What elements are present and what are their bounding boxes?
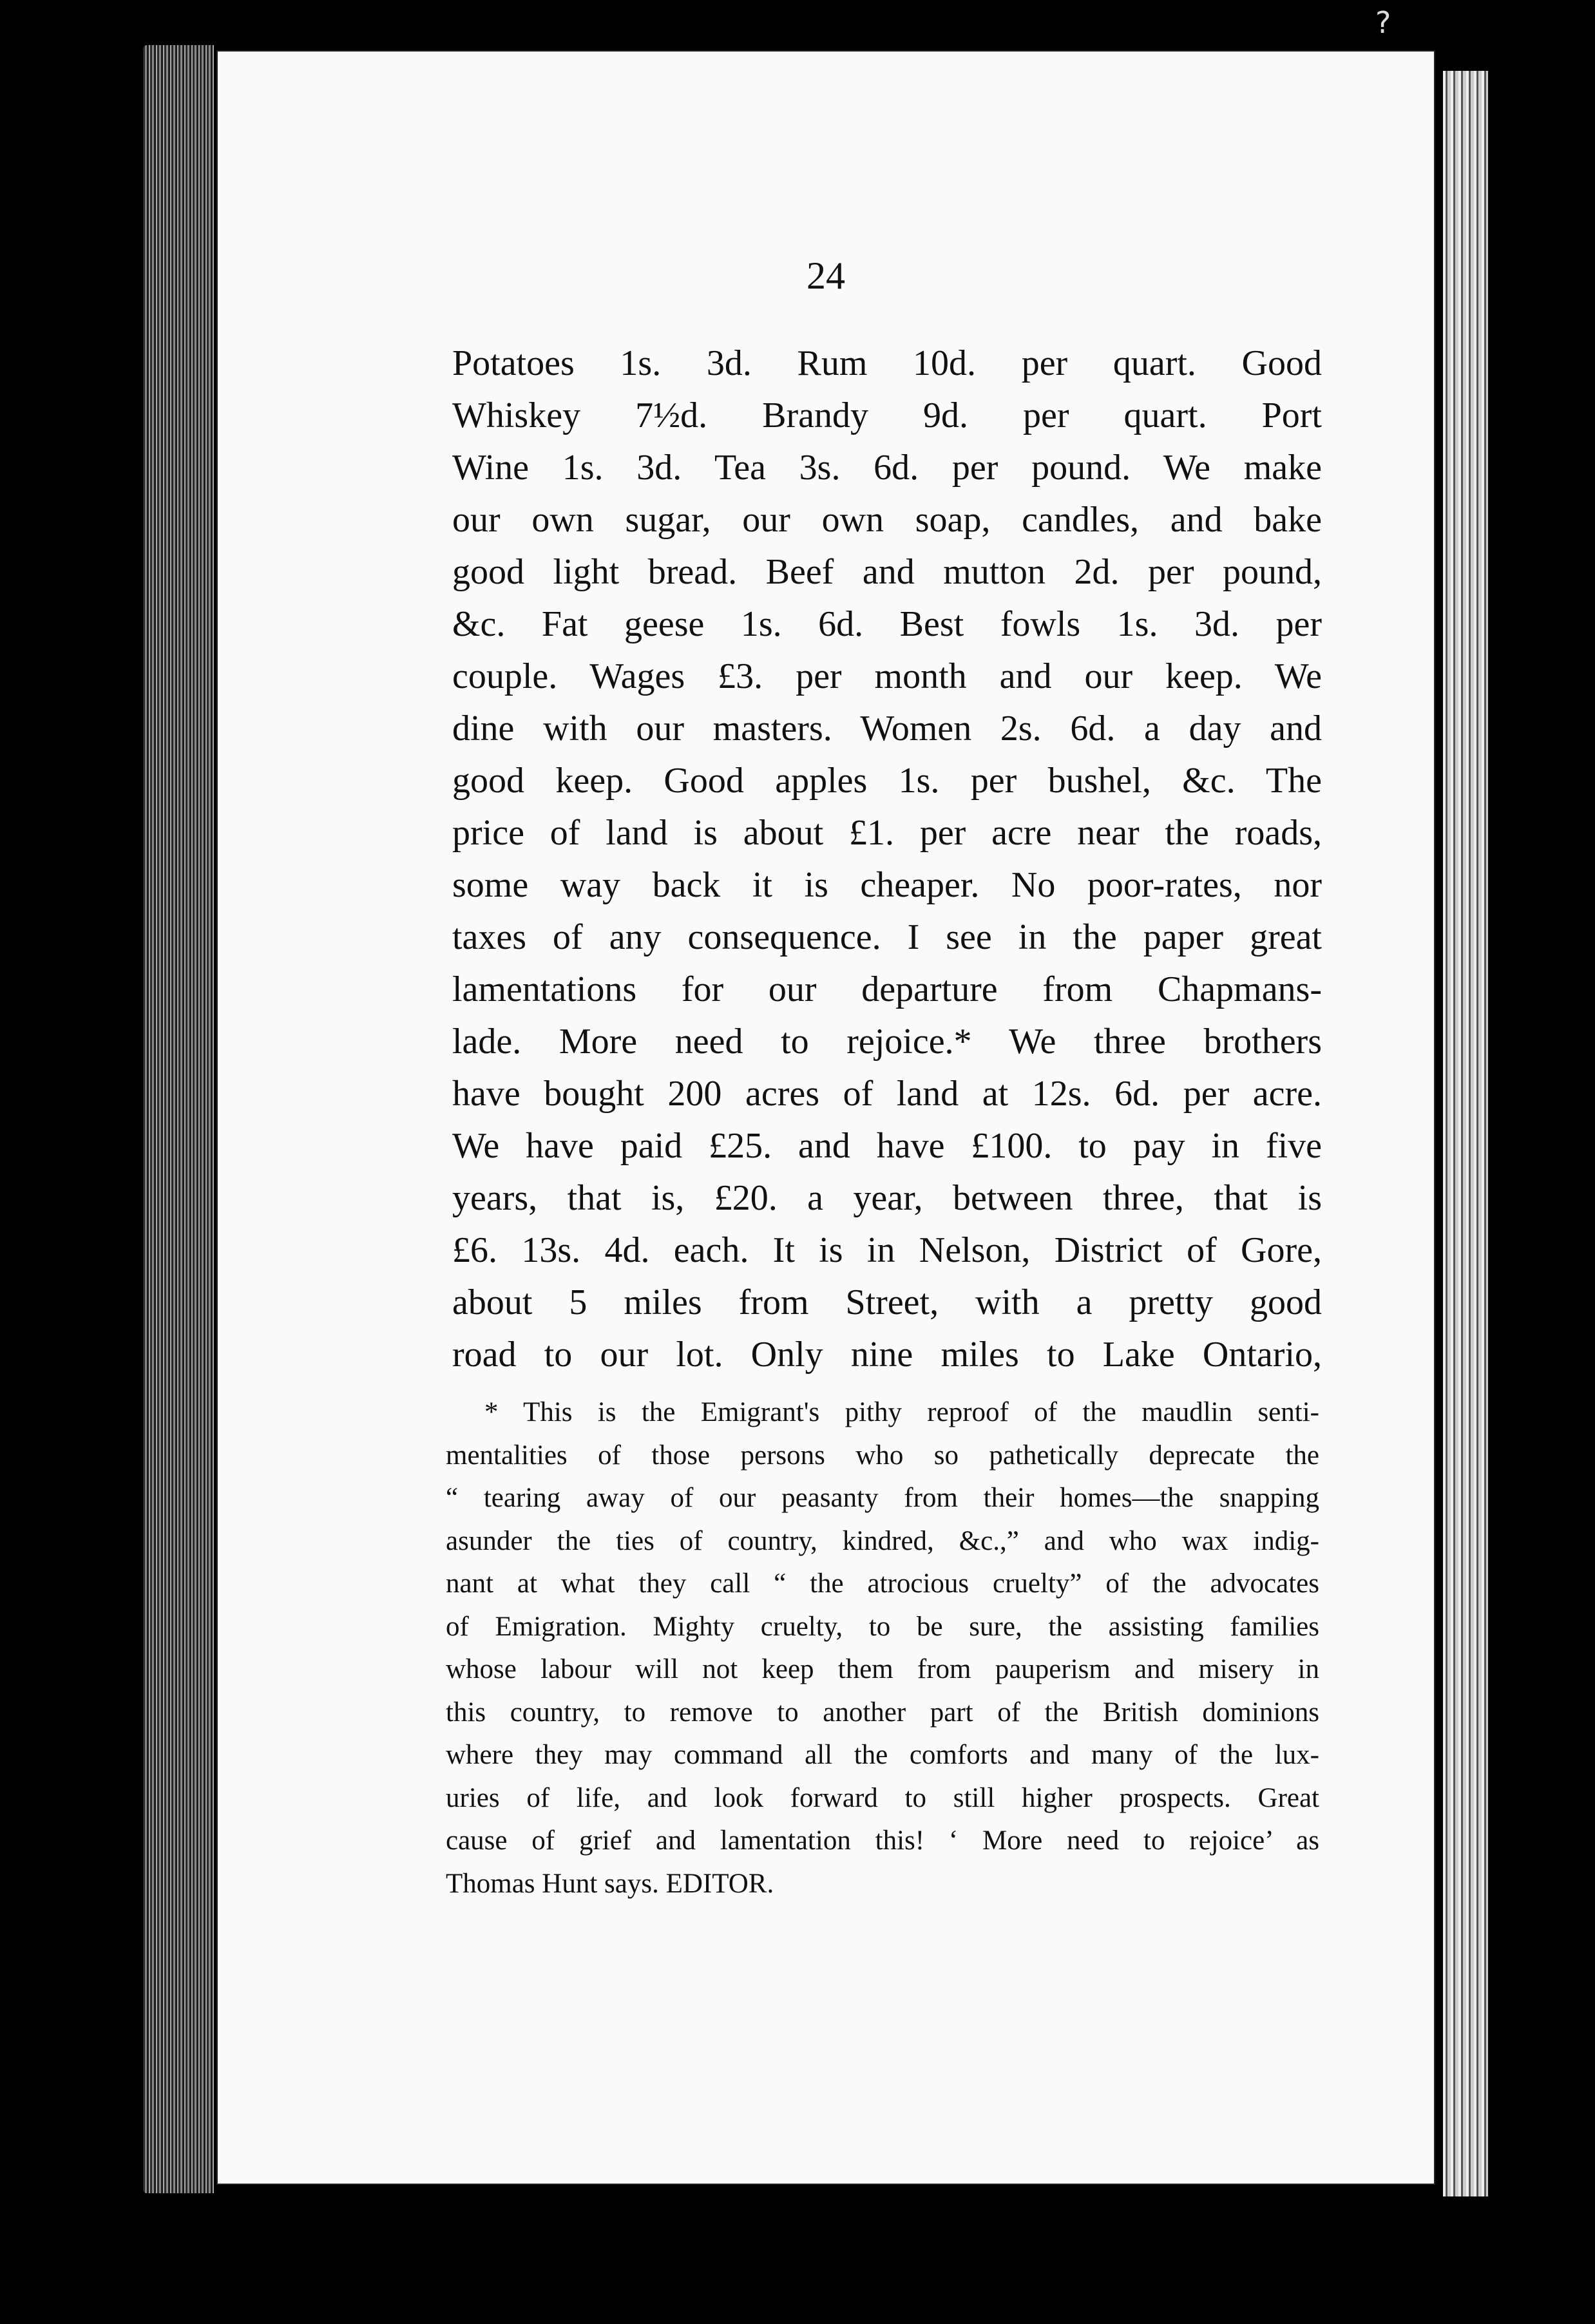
body-line: have bought 200 acres of land at 12s. 6d. per acre.	[452, 1074, 1322, 1114]
body-line: about 5 miles from Street, with a pretty good	[452, 1282, 1322, 1322]
book-page-edge-right	[1443, 71, 1488, 2196]
footnote-line: of Emigration. Mighty cruelty, to be sure, the assisting families	[446, 1611, 1319, 1642]
footnote-line: where they may command all the comforts and many of the lux-	[446, 1740, 1319, 1770]
body-line: £6. 13s. 4d. each. It is in Nelson, District of Gore,	[452, 1230, 1322, 1270]
page-number: 24	[807, 254, 845, 297]
body-line: Potatoes 1s. 3d. Rum 10d. per quart. Good	[452, 343, 1322, 383]
body-line: lade. More need to rejoice.* We three brothers	[452, 1022, 1322, 1062]
body-line: &c. Fat geese 1s. 6d. Best fowls 1s. 3d. per	[452, 604, 1322, 644]
body-line: lamentations for our departure from Chapmans-	[452, 969, 1322, 1009]
body-line: Wine 1s. 3d. Tea 3s. 6d. per pound. We make	[452, 448, 1322, 488]
body-line: Whiskey 7½d. Brandy 9d. per quart. Port	[452, 395, 1322, 435]
book-page-edges-left	[143, 45, 214, 2193]
body-line: dine with our masters. Women 2s. 6d. a day and	[452, 709, 1322, 748]
footnote-line: Thomas Hunt says. EDITOR.	[446, 1868, 774, 1899]
footnote-line: mentalities of those persons who so pathetically deprecate the	[446, 1440, 1319, 1471]
corner-mark: ?	[1375, 5, 1391, 40]
footnote-line: “ tearing away of our peasanty from their homes—the snapping	[446, 1483, 1319, 1513]
footnote-line: cause of grief and lamentation this! ‘ More need to rejoice’ as	[446, 1825, 1319, 1856]
body-line: taxes of any consequence. I see in the paper great	[452, 917, 1322, 957]
footnote-line: nant at what they call “ the atrocious cruelty” of the advocates	[446, 1568, 1319, 1599]
footnote-line: asunder the ties of country, kindred, &c.,” and who wax indig-	[446, 1525, 1319, 1556]
footnote-line: this country, to remove to another part of the British dominions	[446, 1697, 1319, 1728]
body-line: good keep. Good apples 1s. per bushel, &c. The	[452, 761, 1322, 801]
footnote-line: uries of life, and look forward to still higher prospects. Great	[446, 1782, 1319, 1813]
body-line: good light bread. Beef and mutton 2d. per pound,	[452, 552, 1322, 592]
body-line: our own sugar, our own soap, candles, and bake	[452, 500, 1322, 540]
body-line: price of land is about £1. per acre near the roads,	[452, 813, 1322, 853]
body-line: years, that is, £20. a year, between three, that is	[452, 1178, 1322, 1218]
body-line: some way back it is cheaper. No poor-rates, nor	[452, 865, 1322, 905]
body-text	[452, 338, 1322, 1381]
body-line: couple. Wages £3. per month and our keep. We	[452, 656, 1322, 696]
body-line: road to our lot. Only nine miles to Lake Ontario,	[452, 1335, 1322, 1375]
body-line: We have paid £25. and have £100. to pay in five	[452, 1126, 1322, 1166]
footnote-line: whose labour will not keep them from pauperism and misery in	[446, 1654, 1319, 1684]
footnote-line: * This is the Emigrant's pithy reproof of the maudlin senti-	[484, 1397, 1319, 1427]
footnote	[446, 1391, 1319, 1905]
